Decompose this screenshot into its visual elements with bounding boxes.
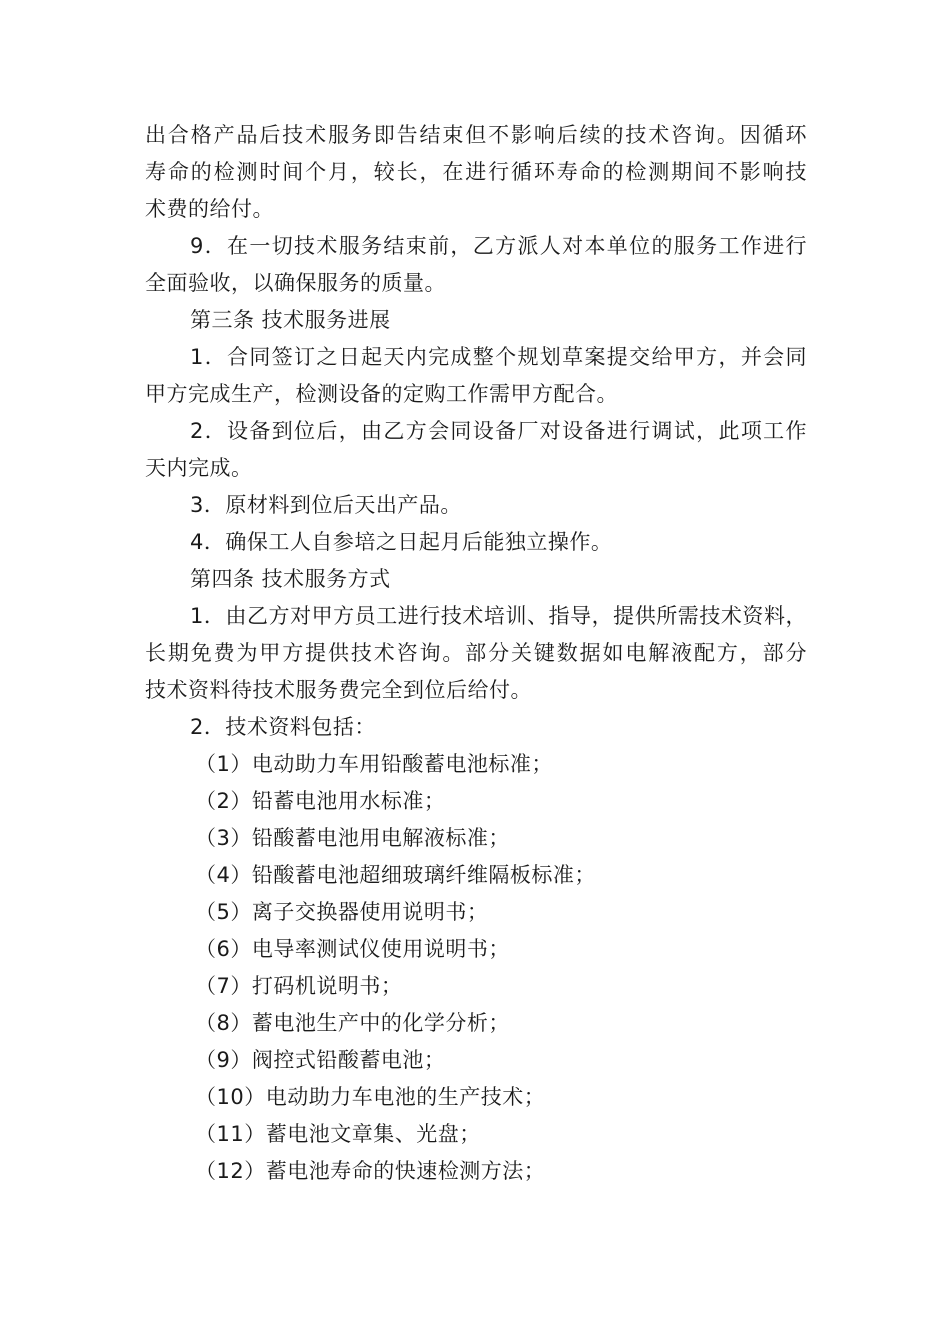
sub-list-item: （6）电导率测试仪使用说明书； — [195, 937, 510, 961]
sub-list-item: （1）电动助力车用铅酸蓄电池标准； — [195, 752, 553, 776]
sub-list-item: （7）打码机说明书； — [195, 974, 403, 998]
sub-list-item: （4）铅酸蓄电池超细玻璃纤维隔板标准； — [195, 863, 596, 887]
text-line: 寿命的检测时间个月，较长，在进行循环寿命的检测期间不影响技 — [145, 160, 807, 184]
text-line: 术费的给付。 — [145, 197, 274, 221]
text-line: 长期免费为甲方提供技术咨询。部分关键数据如电解液配方，部分 — [145, 641, 807, 665]
paragraph-first-line: 1．合同签订之日起天内完成整个规划草案提交给甲方，并会同 — [190, 345, 807, 369]
list-item: 3．原材料到位后天出产品。 — [190, 493, 462, 517]
sub-list-item: （5）离子交换器使用说明书； — [195, 900, 489, 924]
paragraph-first-line: 1．由乙方对甲方员工进行技术培训、指导，提供所需技术资料， — [190, 604, 807, 628]
section-heading: 第三条 技术服务进展 — [190, 308, 391, 332]
paragraph-first-line: 2．设备到位后，由乙方会同设备厂对设备进行调试，此项工作 — [190, 419, 807, 443]
sub-list-item: （2）铅蓄电池用水标准； — [195, 789, 446, 813]
text-line: 技术资料待技术服务费完全到位后给付。 — [145, 678, 532, 702]
paragraph-first-line: 9．在一切技术服务结束前，乙方派人对本单位的服务工作进行 — [190, 234, 807, 258]
section-heading: 第四条 技术服务方式 — [190, 567, 391, 591]
text-line: 全面验收，以确保服务的质量。 — [145, 271, 446, 295]
sub-list-item: （3）铅酸蓄电池用电解液标准； — [195, 826, 510, 850]
list-item: 2．技术资料包括： — [190, 715, 376, 739]
sub-list-item: （11）蓄电池文章集、光盘； — [195, 1122, 481, 1146]
sub-list-item: （12）蓄电池寿命的快速检测方法； — [195, 1159, 546, 1183]
sub-list-item: （9）阀控式铅酸蓄电池； — [195, 1048, 446, 1072]
list-item: 4．确保工人自参培之日起月后能独立操作。 — [190, 530, 613, 554]
sub-list-item: （10）电动助力车电池的生产技术； — [195, 1085, 546, 1109]
text-line: 甲方完成生产，检测设备的定购工作需甲方配合。 — [145, 382, 618, 406]
sub-list-item: （8）蓄电池生产中的化学分析； — [195, 1011, 510, 1035]
text-line: 出合格产品后技术服务即告结束但不影响后续的技术咨询。因循环 — [145, 123, 807, 147]
text-line: 天内完成。 — [145, 456, 253, 480]
